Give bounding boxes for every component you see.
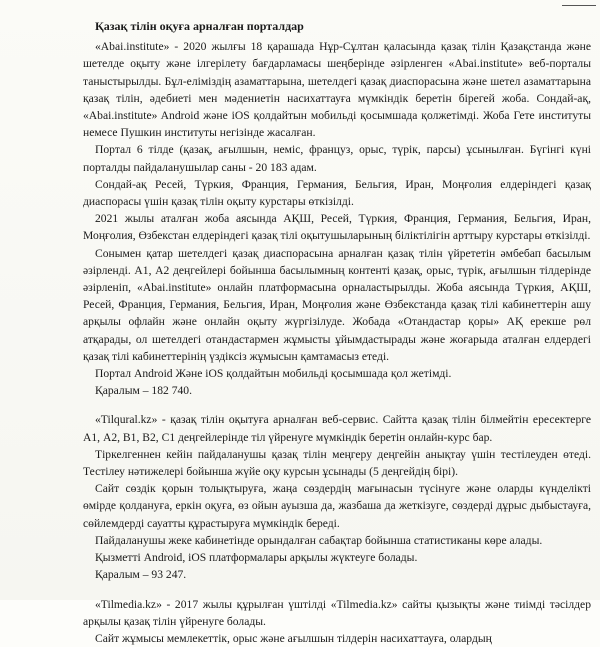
paragraph-tilqural-test: Тіркелгеннен кейін пайдаланушы қазақ тілін меңгеру деңгейін анықтау үшін тестілеуден өтеді. Тестілеу нәтижелері бойынша жүйе оқу курсын ұсынады (5 деңгейдің бірі). bbox=[83, 447, 591, 479]
paragraph-abai-mobile: Портал Android Және iOS қолдайтын мобильді қосымшада қол жетімді. bbox=[95, 367, 452, 381]
paragraph-tilmedia-work: Сайт жұмысы мемлекеттік, орыс және ағылшын тілдерін насихаттауға, олардың bbox=[95, 631, 492, 645]
corner-mark bbox=[562, 0, 596, 6]
paragraph-tilqural-features: Сайт сөздік қорын толықтыруға, жаңа сөздердің мағынасын түсінуге және оларды күнделікті өмірде қолдануға, еркін оқуға, өз ойын ауызша да, жазбаша да жеткізуге, сөздерді дұрыс дыбыстауға, сөйлемдерді сауатты құрастыруға мүмкіндік береді. bbox=[83, 482, 591, 530]
paragraph-tilqural-intro: «Tilqural.kz» - қазақ тілін оқытуға арналған веб-сервис. Сайтта қазақ тілін білмейтін ересектерге А1, А2, В1, В2, С1 деңгейлерінде тіл үйренуге мүмкіндік беретін онлайн-курс бар. bbox=[83, 413, 591, 444]
paragraph-abai-views: Қаралым – 182 740. bbox=[95, 384, 193, 398]
section-spacer bbox=[83, 584, 591, 596]
paragraph-tilqural-platforms: Қызметті Android, iOS платформалары арқылы жүктеуге болады. bbox=[95, 551, 418, 565]
paragraph-abai-courses: Сондай-ақ Ресей, Түркия, Франция, Германия, Бельгия, Иран, Моңғолия елдеріндегі қазақ диаспорасы үшін қазақ тілін оқыту курстары өткізілді. bbox=[83, 177, 591, 209]
paragraph-tilmedia-intro: «Tilmedia.kz» - 2017 жылы құрылған үштілді «Tilmedia.kz» сайты қызықты және тиімді тәсілдер арқылы қазақ тілін үйренуге болады. bbox=[83, 597, 591, 628]
paragraph-abai-languages: Портал 6 тілде (қазақ, ағылшын, неміс, француз, орыс, түрік, парсы) ұсынылған. Бүгінгі күні порталды пайдаланушылар саны - 20 183 адам. bbox=[83, 143, 591, 174]
paragraph-tilqural-views: Қаралым – 93 247. bbox=[95, 568, 187, 582]
document-title: Қазақ тілін оқуға арналған порталдар bbox=[95, 19, 304, 33]
paragraph-abai-intro: «Abai.institute» - 2020 жылғы 18 қарашада Нұр-Сұлтан қаласында қазақ тілін Қазақстанда және шетелде оқыту және ілгерілету бағдарламасы шеңберінде әзірленген «Abai.institute» веб-порталы таныстырылды. Бұл-еліміздің азаматтарына, шетелдегі қазақ диаспорасына және шетел азаматтарына қазақ тілін, әдебиеті мен мәдениетін насихаттауға мүмкіндік беретін бірегей жоба. Сондай-ақ, «Abai.institute» Android және iOS қолдайтын мобильді қосымшада қолжетімді. Жоба Гете институты немесе Пушкин институты негізінде жасалған. bbox=[83, 40, 591, 140]
section-spacer bbox=[83, 399, 591, 411]
paragraph-abai-publication: Сонымен қатар шетелдегі қазақ диаспорасына арналған қазақ тілін үйрететін әмбебап басылым әзірленді. А1, А2 деңгейлері бойынша басылымның контенті қазақ, орыс, түрік, ағылшын тілдерінде әзірленіп, «Abai.institute» онлайн платформасына орналастырылды. Жоба аясында Түркия, АҚШ, Ресей, Франция, Германия, Бельгия, Иран, Моңғолия және Өзбекстанда қазақ тілі кабинеттерін ашу арқылы офлайн және онлайн оқыту жүргізілуде. Жобада «Отандастар қоры» АҚ ерекше рөл атқарады, ол шетелдегі отандастармен жұмысты ұйымдастырады және жоғарыда аталған елдердегі қазақ тілі кабинеттерінің үздіксіз жұмысын қамтамасыз етеді. bbox=[83, 246, 591, 363]
document-body bbox=[83, 18, 591, 647]
paragraph-tilqural-stats: Пайдаланушы жеке кабинетінде орындалған сабақтар бойынша статистиканы көре алады. bbox=[95, 533, 543, 547]
paragraph-abai-2021: 2021 жылы аталған жоба аясында АҚШ, Ресей, Түркия, Франция, Германия, Бельгия, Иран, Моңғолия, Өзбекстан елдеріндегі қазақ тілі оқытушыларының біліктілігін арттыру курстары өткізілді. bbox=[83, 212, 591, 243]
